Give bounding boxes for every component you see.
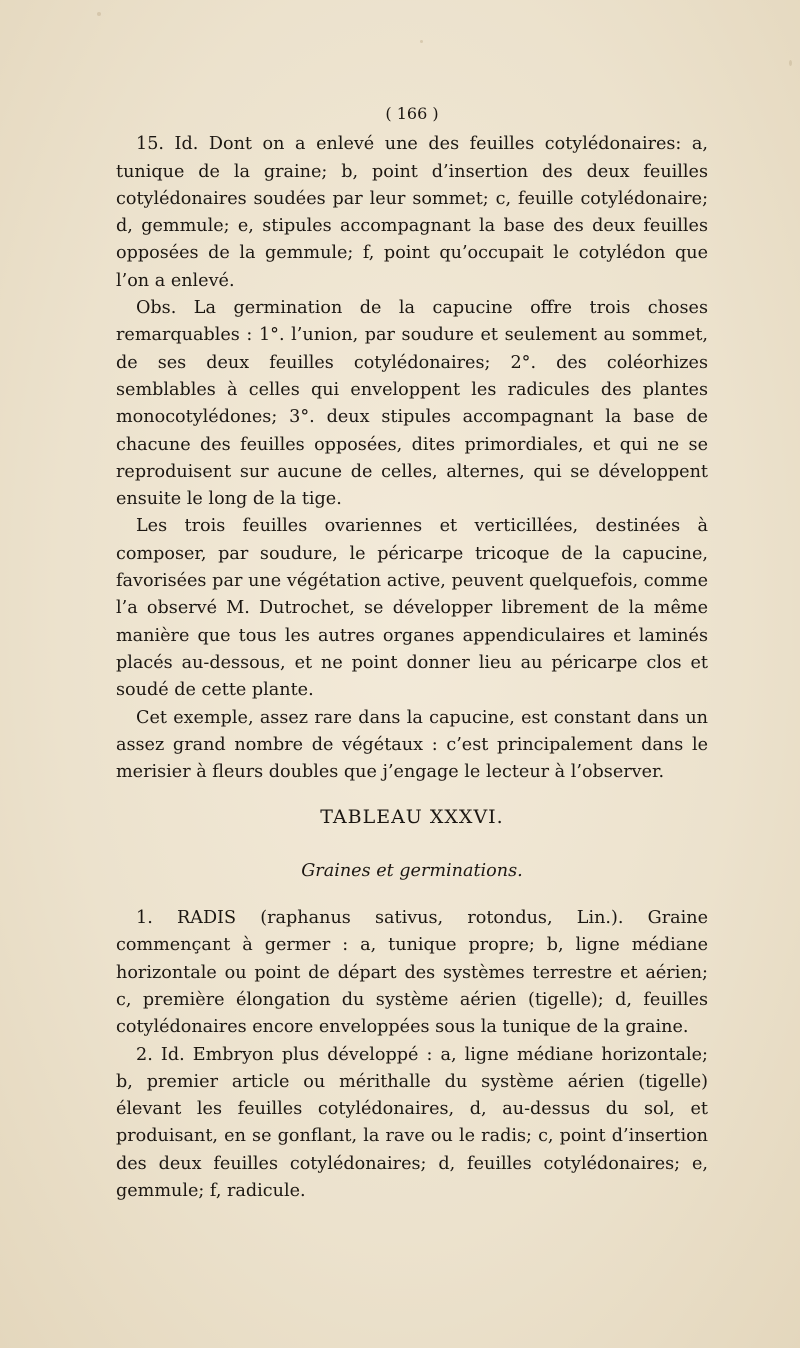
paragraph-observation: Obs. La germination de la capucine offre trois choses remarquables : 1°. l’union, par soudure et seulement au sommet, de ses deux feuilles cotylédonaires; 2°. des coléorhizes semblables à celles qui enveloppent les radicules des plantes monocotylédones; 3°. deux stipules accompagnant la base de chacune des feuilles opposées, dites primordiales, et qui ne se reproduisent sur aucune de celles, alternes, qui se développent ensuite le long de la tige. (116, 298, 708, 510)
page-text (116, 100, 708, 1205)
paragraph-embryon: 2. Id. Embryon plus développé : a, ligne médiane horizontale; b, premier article ou mérithalle du système aérien (tigelle) élevant les feuilles cotylédonaires, d, au-dessus du sol, et produisant, en se gonflant, la rave ou le radis; c, point d’insertion des deux feuilles cotylédonaires; d, feuilles cotylédonaires; e, gemmule; f, radicule. (116, 1044, 708, 1201)
paragraph-radis: 1. RADIS (raphanus sativus, rotondus, Lin.). Graine commençant à germer : a, tunique propre; b, ligne médiane horizontale ou point de départ des systèmes terrestre et aérien; c, première élongation du système aérien (tigelle); d, feuilles cotylédonaires encore enveloppées sous la tunique de la graine. (116, 908, 708, 1038)
paragraph-exemple: Cet exemple, assez rare dans la capucine, est constant dans un assez grand nombre de végétaux : c’est principalement dans le merisier à fleurs doubles que j’engage le lecteur à l’observer. (116, 707, 708, 783)
paper-speck (789, 60, 792, 66)
paragraph-fig-15: 15. Id. Dont on a enlevé une des feuilles cotylédonaires: a, tunique de la graine; b, point d’insertion des deux feuilles cotylédonaires soudées par leur sommet; c, feuille cotylédonaire; d, gemmule; e, stipules accompagnant la base des deux feuilles opposées de la gemmule; f, point qu’occupait le cotylédon que l’on a enlevé. (116, 134, 708, 291)
paper-speck (97, 12, 101, 16)
page-number: ( 166 ) (385, 104, 439, 123)
tableau-subtitle: Graines et germinations. (301, 860, 523, 881)
paragraph-feuilles-ovariennes: Les trois feuilles ovariennes et verticillées, destinées à composer, par soudure, le péricarpe tricoque de la capucine, favorisées par une végétation active, peuvent quelquefois, comme l’a observé M. Dutrochet, se développer librement de la même manière que tous les autres organes appendiculaires et laminés placés au-dessous, et ne point donner lieu au péricarpe clos et soudé de cette plante. (116, 516, 708, 701)
paper-speck (420, 40, 423, 43)
tableau-title: TABLEAU XXXVI. (320, 806, 504, 829)
